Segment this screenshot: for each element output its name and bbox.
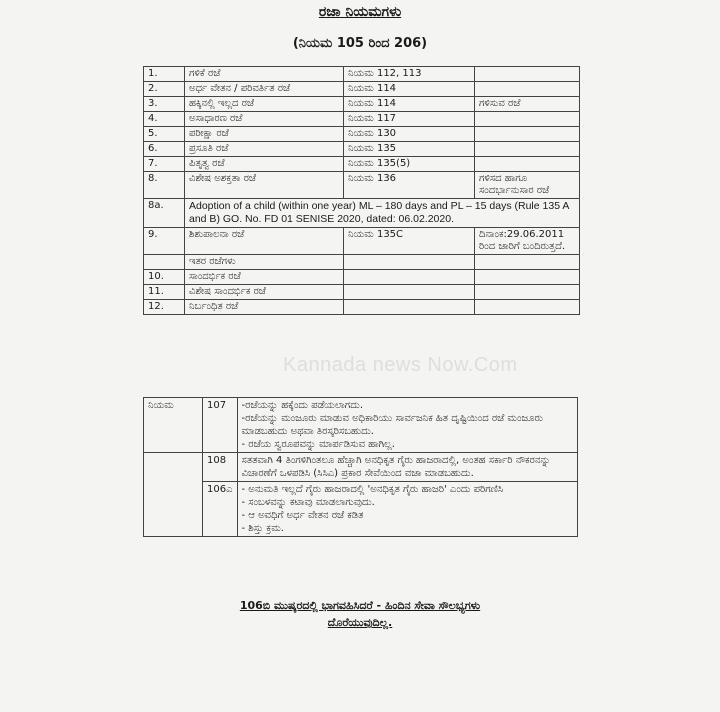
rule-text — [237, 398, 577, 453]
row-number: 8. — [144, 172, 185, 199]
rule-label-empty — [144, 482, 203, 537]
leave-name: ಪ್ರಸೂತಿ ರಜೆ — [185, 142, 344, 157]
table-row — [144, 285, 580, 300]
rule-ref: ನಿಯಮ 135(5) — [344, 157, 475, 172]
rule-line: - ಸಂಬಳವನ್ನು ಕಟಾವು ಮಾಡಲಾಗುವುದು. — [241, 497, 375, 508]
row-number: 1. — [144, 67, 185, 82]
rule-ref: ನಿಯಮ 114 — [344, 97, 475, 112]
table-row — [144, 157, 580, 172]
row-number: 8a. — [144, 199, 185, 228]
leave-name: ಅರ್ಧ ವೇತನ / ಪರಿವರ್ತಿತ ರಜೆ — [185, 82, 344, 97]
note — [475, 82, 580, 97]
rule-line: - ಶಿಸ್ತು ಕ್ರಮ. — [241, 523, 284, 534]
table-row — [144, 142, 580, 157]
note: ಗಳಿಸುವ ರಜೆ — [475, 97, 580, 112]
row-number: 11. — [144, 285, 185, 300]
rule-line: - ರಜೆಯ ಸ್ವರೂಪವನ್ನು ಮಾರ್ಪಡಿಸುವ ಹಾಗಿಲ್ಲ. — [241, 439, 395, 450]
note: ದಿನಾಂಕ:29.06.2011 ರಿಂದ ಜಾರಿಗೆ ಬಂದಿರುತ್ತದೆ. — [475, 228, 580, 255]
rule-ref — [344, 270, 475, 285]
table-row — [144, 82, 580, 97]
rule-ref: ನಿಯಮ 135C — [344, 228, 475, 255]
rules-table — [143, 397, 578, 537]
leave-name: ಗಳಿಕೆ ರಜೆ — [185, 67, 344, 82]
note — [475, 157, 580, 172]
row-number: 6. — [144, 142, 185, 157]
rule-ref: ನಿಯಮ 112, 113 — [344, 67, 475, 82]
note — [475, 270, 580, 285]
note — [475, 300, 580, 315]
rule-text: ಸತತವಾಗಿ 4 ತಿಂಗಳಿಗಿಂತಲೂ ಹೆಚ್ಚಾಗಿ ಅನಧಿಕೃತ ಗೈರು ಹಾಜರಾದಲ್ಲಿ, ಅಂತಹ ಸರ್ಕಾರಿ ನೌಕರನನ್ನು ವಿಚಾರಣೆಗೆ ಒಳಪಡಿಸಿ (ಸಿಸಿಎ) ಪ್ರಕಾರ ಸೇವೆಯಿಂದ ವಜಾ ಮಾಡಬಹುದು. — [237, 453, 577, 482]
table-row — [144, 398, 578, 453]
note — [475, 142, 580, 157]
leave-name: ಸಾಂದರ್ಭಿಕ ರಜೆ — [185, 270, 344, 285]
rule-line: -ರಜೆಯನ್ನು ಹಕ್ಕೆಂದು ಪಡೆಯಲಾಗದು. — [241, 400, 364, 411]
table-row — [144, 300, 580, 315]
rule-ref: ನಿಯಮ 136 — [344, 172, 475, 199]
note — [475, 127, 580, 142]
rule-number: 107 — [203, 398, 238, 453]
rule-line: - ಅನುಮತಿ ಇಲ್ಲದೆ ಗೈರು ಹಾಜರಾದಲ್ಲಿ 'ಅನಧಿಕೃತ ಗೈರು ಹಾಜರಿ' ಎಂದು ಪರಿಗಣಿಸಿ — [241, 484, 504, 495]
leave-name: ವಿಶೇಷ ಸಾಂದರ್ಭಿಕ ರಜೆ — [185, 285, 344, 300]
leave-types-table — [143, 66, 580, 315]
note — [475, 67, 580, 82]
table-row — [144, 453, 578, 482]
note — [475, 255, 580, 270]
leave-name: ಅಸಾಧಾರಣ ರಜೆ — [185, 112, 344, 127]
rule-ref: ನಿಯಮ 130 — [344, 127, 475, 142]
footer-line: 106ಬಿ ಮುಷ್ಕರದಲ್ಲಿ ಭಾಗವಹಿಸಿದರೆ - ಹಿಂದಿನ ಸೇವಾ ಸೌಲಭ್ಯಗಳು — [239, 599, 481, 612]
row-number: 4. — [144, 112, 185, 127]
leave-name: ಶಿಶುಪಾಲನಾ ರಜೆ — [185, 228, 344, 255]
rule-ref — [344, 300, 475, 315]
table-row — [144, 255, 580, 270]
table-row — [144, 270, 580, 285]
rule-ref: ನಿಯಮ 114 — [344, 82, 475, 97]
rule-line: -ರಜೆಯನ್ನು ಮಂಜೂರು ಮಾಡುವ ಅಧಿಕಾರಿಯು ಸಾರ್ವಜನಿಕ ಹಿತ ದೃಷ್ಟಿಯಿಂದ ರಜೆ ಮಂಜೂರು ಮಾಡಬಹುದು ಅಥವಾ ತಿರಸ್ಕರಿಸಬಹುದು. — [241, 413, 543, 437]
rule-text — [237, 482, 577, 537]
leave-name: ನಿರ್ಬಂಧಿತ ರಜೆ — [185, 300, 344, 315]
watermark: Kannada news Now.Com — [283, 354, 518, 376]
table-row — [144, 97, 580, 112]
row-number: 7. — [144, 157, 185, 172]
other-leaves-heading: ಇತರ ರಜೆಗಳು — [185, 255, 344, 270]
table-row — [144, 67, 580, 82]
table-row — [144, 172, 580, 199]
row-number: 12. — [144, 300, 185, 315]
table-row — [144, 127, 580, 142]
footer-note — [0, 597, 720, 631]
rule-number: 106ಎ — [203, 482, 238, 537]
table-row — [144, 228, 580, 255]
rule-line: - ಆ ಅವಧಿಗೆ ಅರ್ಧ ವೇತನ ರಜೆ ಕಡಿತ — [241, 510, 364, 521]
rule-ref: ನಿಯಮ 135 — [344, 142, 475, 157]
rule-number: 108 — [203, 453, 238, 482]
rule-label: ನಿಯಮ — [144, 398, 203, 453]
row-number: 2. — [144, 82, 185, 97]
row-number: 9. — [144, 228, 185, 255]
note — [475, 112, 580, 127]
row-number: 10. — [144, 270, 185, 285]
rule-ref — [344, 255, 475, 270]
leave-name: ವಿಶೇಷ ಅಶಕ್ತತಾ ರಜೆ — [185, 172, 344, 199]
page-title: ರಜಾ ನಿಯಮಗಳು — [318, 4, 402, 20]
note — [475, 285, 580, 300]
row-number: 3. — [144, 97, 185, 112]
rule-ref — [344, 285, 475, 300]
leave-name: ಪಿತೃತ್ವ ರಜೆ — [185, 157, 344, 172]
page-subtitle: (ನಿಯಮ 105 ರಿಂದ 206) — [292, 36, 428, 51]
rule-label-empty — [144, 453, 203, 482]
table-row — [144, 482, 578, 537]
row-number — [144, 255, 185, 270]
note: ಗಳಿಸದ ಹಾಗೂ ಸಂದರ್ಭಾನುಸಾರ ರಜೆ — [475, 172, 580, 199]
leave-name: ಪರೀಕ್ಷಾ ರಜೆ — [185, 127, 344, 142]
table-row — [144, 199, 580, 228]
row-number: 5. — [144, 127, 185, 142]
table-row — [144, 112, 580, 127]
rule-ref: ನಿಯಮ 117 — [344, 112, 475, 127]
leave-name: ಹಕ್ಕಿನಲ್ಲಿ ಇಲ್ಲದ ರಜೆ — [185, 97, 344, 112]
footer-line: ದೊರೆಯುವುದಿಲ್ಲ. — [327, 616, 393, 629]
adoption-note: Adoption of a child (within one year) ML – 180 days and PL – 15 days (Rule 135 A and B) GO. No. FD 01 SENISE 2020, dated: 06.02.2020. — [185, 199, 580, 228]
